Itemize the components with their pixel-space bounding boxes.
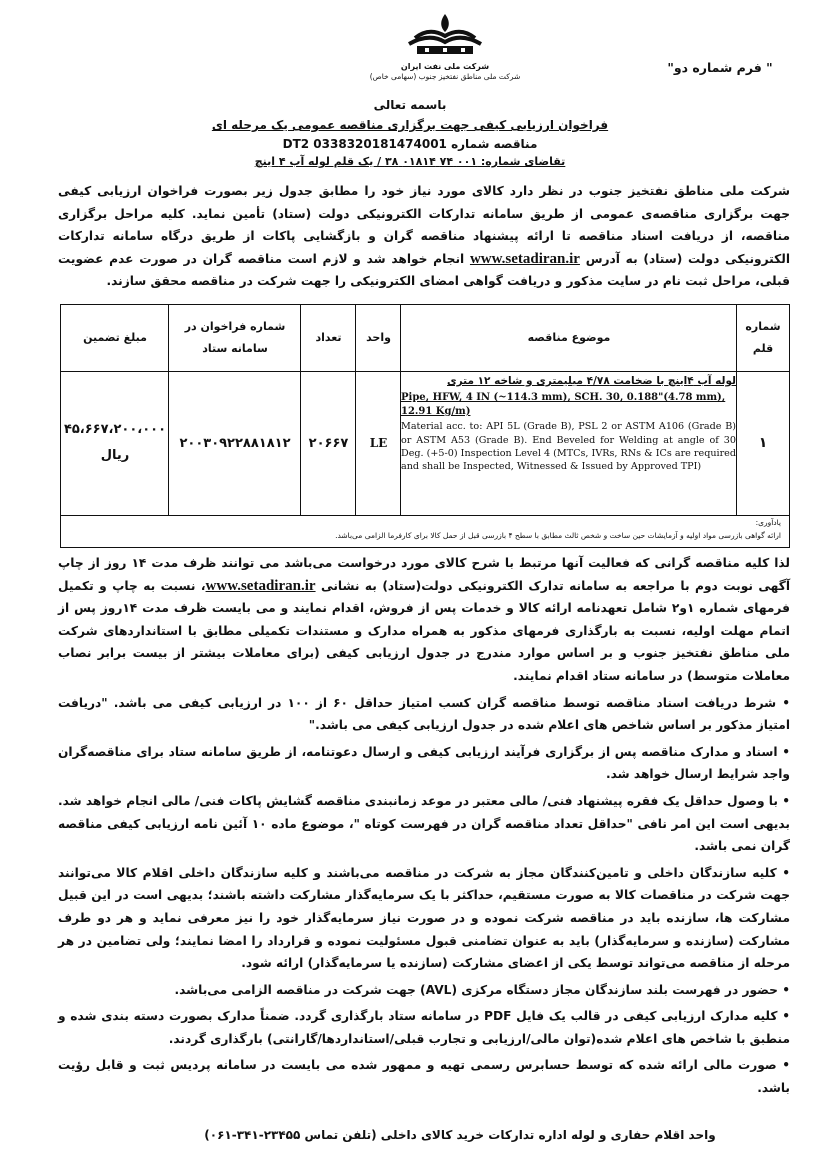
heading-title: فراخوان ارزیابی کیفی جهت برگزاری مناقصه عمومی یک مرحله ای <box>211 118 609 132</box>
cell-guarantee <box>61 371 169 515</box>
form-number-label: " فرم شماره دو" <box>667 60 773 75</box>
divider <box>168 305 169 515</box>
header-guarantee: مبلغ تضمین <box>83 331 147 344</box>
header-qty: تعداد <box>315 331 342 344</box>
bullet-min-score: • شرط دریافت اسناد مناقصه توسط مناقصه گران کسب امتیاز حداقل ۶۰ از ۱۰۰ در ارزیابی کیفی می باشد. "دریافت امتیاز مذکور بر اساس شاخص های اعلام شده در جدول ارزیابی کیفی می باشد." <box>58 695 790 733</box>
body-text <box>58 552 790 1104</box>
contact-footer: واحد اقلام حفاری و لوله اداره تدارکات خرید کالای داخلی (تلفن تماس ۲۳۴۵۵-۳۴۱-۰۶۱) <box>204 1128 716 1142</box>
divider <box>400 305 401 515</box>
company-line-2: شرکت ملی مناطق نفتخیز جنوب (سهامی خاص) <box>369 72 521 81</box>
bullet-financial: • صورت مالی ارائه شده که توسط حسابرس رسمی تهیه و ممهور شده می بایست در سامانه پردیس ثبت و قابل رؤیت باشد. <box>58 1058 790 1096</box>
divider <box>300 305 301 515</box>
main-text-3: در سامانه ستاد اقدام نمایند. <box>513 668 683 683</box>
bullet-opening: • با وصول حداقل یک فقره پیشنهاد فنی/ مالی معتبر در موعد زمانبندی مناقصه گشایش پاکات فنی/ مالی انجام خواهد شد. بدیهی است این امر نافی "حداقل تعداد مناقصه گران در فهرست کوتاه "، موضوع ماده ۱۰ آئین نامه ارزیابی کیفی مناقصه گران نمی باشد. <box>57 793 791 854</box>
intro-paragraph <box>58 180 790 293</box>
subject-persian: لوله آب ۴اینچ با ضخامت ۴/۷۸ میلیمتری و شاخه ۱۲ متری <box>447 375 736 387</box>
cell-qty: ۲۰۶۶۷ <box>308 435 349 451</box>
divider <box>736 305 737 515</box>
intro-text-2: انجام خواهد شد و لازم است مناقصه گران در صورت عدم عضویت قبلی، مراحل ثبت نام در سایت مذکور و دریافت گواهی امضای الکترونیکی را جهت شرکت در مناقصه محقق سازند. <box>58 251 790 288</box>
bullet-pdf: • کلیه مدارک ارزیابی کیفی در قالب یک فایل PDF در سامانه ستاد بارگذاری گردد. ضمناً مدارک بصورت دسته بندی شده و منطبق با شاخص های اعلام شده(توان مالی/ارزیابی و تجارب قبلی/استانداردها/گارانتی) بارگذاری گردند. <box>58 1009 790 1046</box>
cell-row-no: ۱ <box>758 435 768 451</box>
cell-subject <box>401 375 736 511</box>
divider <box>355 305 356 515</box>
main-text-1: لذا کلیه مناقصه گرانی که فعالیت آنها مرتبط با شرح کالای مورد درخواست می‌باشد می توانند ظرف مدت ۱۴ روز از چاپ آگهی نوبت دوم با مراجعه به سامانه تدارک الکترونیکی دولت(ستاد) به نشانی <box>58 556 790 593</box>
table-header-row <box>61 305 789 372</box>
table-row <box>61 371 789 516</box>
header-subject: موضوع مناقصه <box>527 331 611 344</box>
company-names <box>330 62 560 82</box>
heading-tender-number: مناقصه شماره 0338320181474001 DT2 <box>282 137 538 151</box>
document-heading <box>150 95 670 171</box>
tender-table <box>60 304 790 548</box>
guarantee-amount: ۴۵،۶۶۷،۲۰۰،۰۰۰ <box>63 422 167 437</box>
main-text-bold: (برای معاملات بیشتر از بیست برابر نصاب معاملات متوسط) <box>58 646 790 683</box>
note-text: ارائه گواهی بازرسی مواد اولیه و آزمایشات حین ساخت و شخص ثالث مطابق با سطح ۴ بازرسی قبل از حمل کالا برای کارفرما الزامی می‌باشد. <box>335 531 781 540</box>
subject-spec: Pipe, HFW, 4 IN (~114.3 mm), SCH. 30, 0.188"(4.78 mm), 12.91 Kg/m) <box>401 392 726 417</box>
guarantee-unit: ریال <box>100 448 130 463</box>
company-line-1: شرکت ملی نفت ایران <box>400 62 490 71</box>
bullet-documents: • اسناد و مدارک مناقصه پس از برگزاری فرآیند ارزیابی کیفی و ارسال دعوتنامه، از طریق سامانه ستاد برای مناقصه‌گران واجد شرایط ارسال خواهد شد. <box>58 744 790 782</box>
header-unit: واحد <box>366 331 391 344</box>
cell-call-number: ۲۰۰۳۰۹۲۲۸۸۱۸۱۲ <box>179 435 291 451</box>
main-text-2: ، نسبت به چاپ و تکمیل فرمهای شماره ۱و۲ شامل تعهدنامه ارائه کالا و خدمات پس از فروش، اقدام نمایند و می بایست ظرف مدت ۱۴روز پس از اتمام مهلت اولیه، نسبت به بارگذاری فرمهای مذکور به همراه مدارک و مستندات تکمیلی مطابق با استانداردهای شرکت ملی مناطق نفتخیز جنوب و بر اساس موارد مندرج در جدول ارزیابی کیفی <box>58 578 790 661</box>
setad-link-2[interactable]: www.setadiran.ir <box>205 577 316 594</box>
table-note <box>81 516 781 542</box>
bullet-avl: • حضور در فهرست بلند سازندگان مجاز دستگاه مرکزی (AVL) جهت شرکت در مناقصه الزامی می‌باشد. <box>174 982 790 997</box>
bullet-manufacturers: • کلیه سازندگان داخلی و تامین‌کنندگان مجاز به شرکت در مناقصه می‌باشند و کلیه سازندگان داخلی اقلام کالا می‌توانند جهت شرکت در مناقصات کالا به صورت مستقیم، حداکثر با یک سرمایه‌گذار مشارکت داشته باشند؛ بدیهی است در این قبیل مشارکت ها، سازنده باید در مناقصه شرکت نموده و در صورت نیاز سرمایه‌گذار خود را نیز معرفی نماید و هر دو طرف مشارکت (سازنده و سرمایه‌گذار) باید به عنوان تضامنی قبول مسئولیت نموده و قرارداد را امضا نمایند؛ ولی تضامین در هر مرحله از مناقصه می‌تواند توسط یکی از اعضای مشارکت (سازنده یا سرمایه‌گذار) ارائه شود. <box>58 865 790 971</box>
heading-bismillah: باسمه تعالی <box>373 98 447 112</box>
nioc-logo-icon <box>395 12 495 60</box>
cell-unit: LE <box>369 436 388 450</box>
table-note-row <box>61 515 789 547</box>
header-row-no: شماره قلم <box>745 320 781 355</box>
heading-request-number: تقاضای شماره: ۰۰۱ ۷۴ ۰۱۸۱۴ ۳۸ / یک قلم لوله آب ۴ اینچ <box>254 155 566 168</box>
note-title: یادآوری: <box>755 518 781 527</box>
paragraph-main <box>58 552 790 688</box>
header-call-number: شماره فراخوان در سامانه ستاد <box>184 320 286 355</box>
subject-material: Material acc. to: API 5L (Grade B), PSL 2 or ASTM A106 (Grade B) or ASTM A53 (Grade B). End Beveled for Welding at angle of 30 Deg. (+5-0) Inspection Level 4 (MTCs, IVRs, RNs & ICs are required and shall be Inspected, Witnessed & Issued by Approved TPI) <box>401 421 736 473</box>
setad-link[interactable]: www.setadiran.ir <box>469 250 580 267</box>
intro-text-1: شرکت ملی مناطق نفتخیز جنوب در نظر دارد کالای مورد نیاز خود را مطابق جدول زیر بصورت فراخوان ارزیابی کیفی جهت برگزاری مناقصه‌ی عمومی از طریق سامانه تدارکات الکترونیکی دولت (ستاد) تأمین نماید. کلیه مراحل برگزاری مناقصه، از دریافت اسناد مناقصه تا ارائه پیشنهاد مناقصه گران و بازگشایی پاکات از طریق درگاه سامانه تدارکات الکترونیکی دولت (ستاد) به آدرس <box>58 184 790 266</box>
